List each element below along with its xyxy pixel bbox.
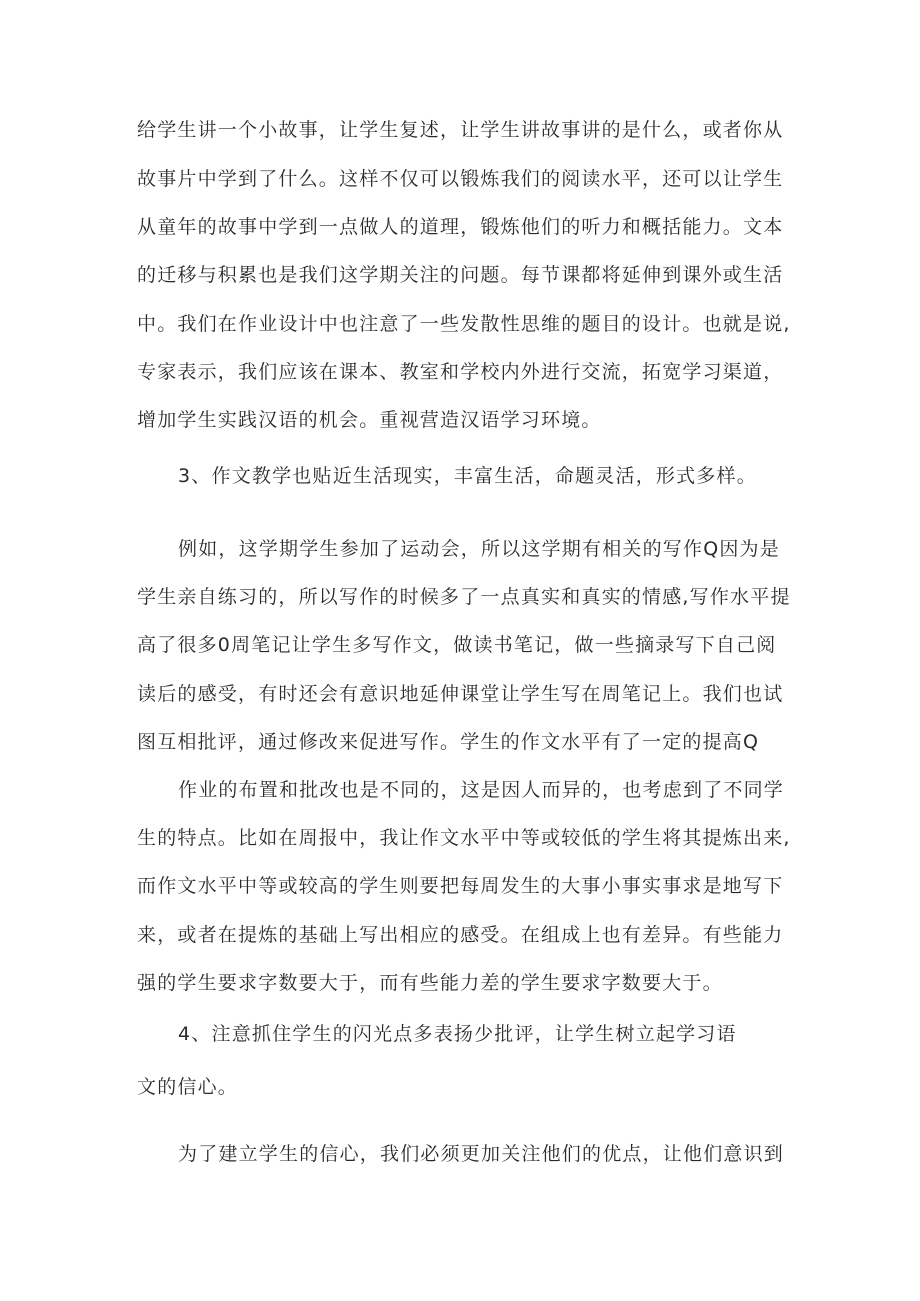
section-heading: 3、作文教学也贴近生活现实，丰富生活，命题灵活，形式多样。 [178,465,757,487]
text-line: 图互相批评，通过修改来促进写作。学生的作文水平有了一定的提高Q [137,731,760,753]
text-line: 例如，这学期学生参加了运动会，所以这学期有相关的写作Q因为是 [178,538,780,560]
section-heading: 4、注意抓住学生的闪光点多表扬少批评，让学生树立起学习语 [178,1023,737,1045]
text-line: 作业的布置和批改也是不同的，这是因人而异的，也考虑到了不同学 [178,779,785,801]
text-line: 给学生讲一个小故事，让学生复述，让学生讲故事讲的是什么，或者你从 [137,119,784,141]
text-line: 为了建立学生的信心，我们必须更加关注他们的优点，让他们意识到 [178,1143,785,1165]
text-line: 学生亲自练习的，所以写作的时候多了一点真实和真实的情感,写作水平提 [137,586,791,608]
text-line: 专家表示，我们应该在课本、教室和学校内外进行交流，拓宽学习渠道， [137,361,784,383]
text-line: 来，或者在提炼的基础上写出相应的感受。在组成上也有差异。有些能力 [137,924,784,946]
text-line: 的迁移与积累也是我们这学期关注的问题。每节课都将延伸到课外或生活 [137,264,784,286]
text-line: 而作文水平中等或较高的学生则要把每周发生的大事小事实事求是地写下 [137,875,784,897]
text-line: 从童年的故事中学到一点做人的道理，锻炼他们的听力和概括能力。文本 [137,216,784,238]
section-heading-continuation: 文的信心。 [137,1076,239,1098]
text-line: 生的特点。比如在周报中，我让作文水平中等或较低的学生将其提炼出来, [137,827,791,849]
text-line: 故事片中学到了什么。这样不仅可以锻炼我们的阅读水平，还可以让学生 [137,168,784,190]
text-line: 读后的感受，有时还会有意识地延伸课堂让学生写在周笔记上。我们也试 [137,683,784,705]
text-line: 中。我们在作业设计中也注意了一些发散性思维的题目的设计。也就是说, [137,313,791,335]
text-line: 强的学生要求字数要大于，而有些能力差的学生要求字数要大于。 [137,972,723,994]
text-line: 高了很多0周笔记让学生多写作文，做读书笔记，做一些摘录写下自己阅 [137,634,777,656]
text-line: 增加学生实践汉语的机会。重视营造汉语学习环境。 [137,409,602,431]
